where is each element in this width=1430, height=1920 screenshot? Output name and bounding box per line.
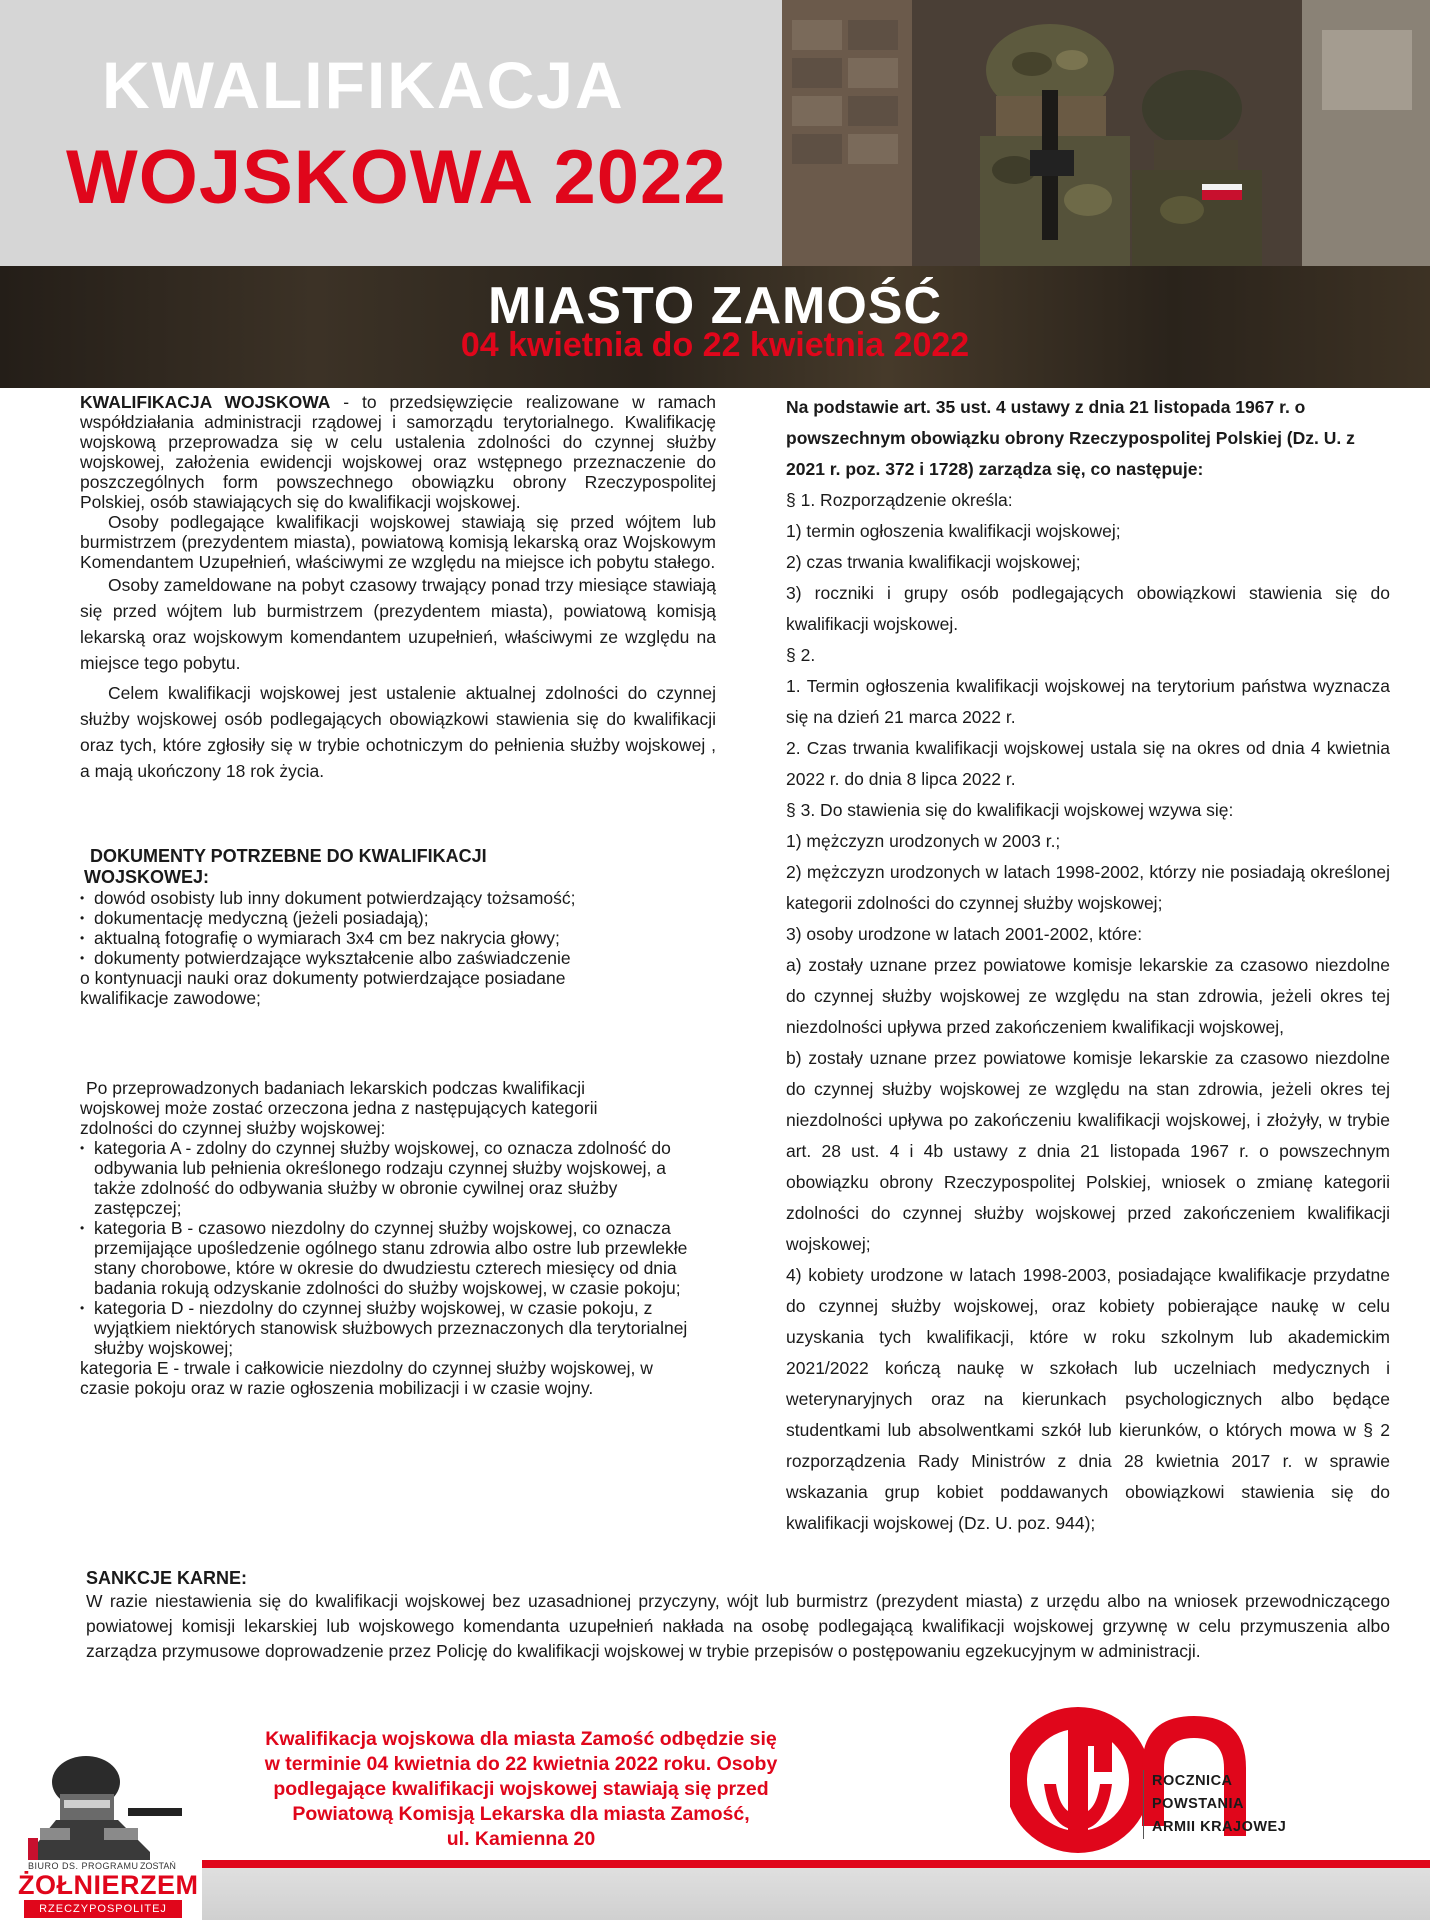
intro-lead: KWALIFIKACJA WOJSKOWA xyxy=(80,392,331,412)
category-b: • kategoria B - czasowo niezdolny do czynnej służby wojskowej, co oznacza przemijające upośledzenie ogólnego stanu zdrowia albo ostre lub przewlekłe stany chorobowe, które w okresie do dwudziestu czterech miesięcy od dnia badania rokują odzyskanie zdolności do służby wojskowej, w czasie pokoju; xyxy=(80,1218,700,1298)
documents-list xyxy=(80,888,716,968)
documents-continuation: o kontynuacji nauki oraz dokumenty potwierdzające posiadane kwalifikacje zawodowe; xyxy=(80,968,566,1008)
intro-paragraph xyxy=(80,392,716,512)
categories-intro: Po przeprowadzonych badaniach lekarskich podczas kwalifikacji wojskowej może zostać orzeczona jedna z następujących kategorii zdolności do czynnej służby wojskowej: xyxy=(80,1078,598,1138)
regulation-para: 3) roczniki i grupy osób podlegających obowiązkowi stawienia się do kwalifikacji wojskowej. xyxy=(786,583,1390,634)
regulation-para: 1. Termin ogłoszenia kwalifikacji wojskowej na terytorium państwa wyznacza się na dzień 21 marca 2022 r. xyxy=(786,676,1390,727)
title-line2: WOJSKOWA 2022 xyxy=(66,135,727,220)
para-temporary-residence: Osoby zameldowane na pobyt czasowy trwający ponad trzy miesiące stawiają się przed wójtem lub burmistrzem (prezydentem miasta), powiatową komisją lekarską oraz wojskowym komendantem uzupełnień, właściwymi ze względu na miejsce tego pobytu. xyxy=(80,575,716,673)
list-item: • dokumenty potwierdzające wykształcenie albo zaświadczenie xyxy=(80,948,716,968)
ak-line: ARMII KRAJOWEJ xyxy=(1152,1819,1287,1835)
list-item: • dokumentację medyczną (jeżeli posiadają); xyxy=(80,908,716,928)
right-column xyxy=(786,392,1390,1539)
regulation-para: § 2. xyxy=(786,645,816,665)
documents-section xyxy=(80,846,716,1008)
footer-notice-line: podlegające kwalifikacji wojskowej stawiają się przed xyxy=(273,1778,769,1800)
regulation-para: 1) mężczyzn urodzonych w 2003 r.; xyxy=(786,831,1061,851)
documents-heading-line1: DOKUMENTY POTRZEBNE DO KWALIFIKACJI xyxy=(90,846,487,866)
sanctions-heading: SANKCJE KARNE: xyxy=(86,1568,248,1588)
regulation-para: 2) mężczyzn urodzonych w latach 1998-2002, którzy nie posiadają określonej kategorii zdolności do czynnej służby wojskowej; xyxy=(786,862,1390,913)
legal-basis: Na podstawie art. 35 ust. 4 ustawy z dnia 21 listopada 1967 r. o powszechnym obowiązku obrony Rzeczypospolitej Polskiej (Dz. U. z 2021 r. poz. 372 i 1728) zarządza się, co następuje: xyxy=(786,397,1355,479)
para-permanent-residence: Osoby podlegające kwalifikacji wojskowej stawiają się przed wójtem lub burmistrzem (prezydentem miasta), powiatową komisją lekarską oraz Wojskowym Komendantem Uzupełnień, właściwymi ze względu na miejsce ich pobytu stałego. xyxy=(80,512,716,572)
para-purpose: Celem kwalifikacji wojskowej jest ustalenie aktualnej zdolności do czynnej służby wojskowej osób podlegających obowiązkowi stawienia się do kwalifikacji oraz tych, które zgłosiły się w trybie ochotniczym do pełnienia służby wojskowej , a mają ukończony 18 rok życia. xyxy=(80,683,716,781)
banner-dates: 04 kwietnia do 22 kwietnia 2022 xyxy=(460,326,970,364)
regulation-para: § 1. Rozporządzenie określa: xyxy=(786,490,1013,510)
intro-rest: - to przedsięwzięcie realizowane w ramach współdziałania administracji rządowej i samorządu terytorialnego. Kwalifikację wojskową przeprowadza się w celu ustalenia zdolności do czynnej służby wojskowej, założenia ewidencji wojskowej oraz wstępnego przeznaczenie do poszczególnych form powszechnego obowiązku obrony Rzeczypospolitej Polskiej, osób stawiających się do kwalifikacji wojskowej. xyxy=(80,392,717,512)
category-e: kategoria E - trwale i całkowicie niezdolny do czynnej służby wojskowej, w czasie pokoju oraz w razie ogłoszenia mobilizacji i w czasie wojny. xyxy=(80,1358,653,1398)
regulation-para: a) zostały uznane przez powiatowe komisje lekarskie za czasowo niezdolne do czynnej służby wojskowej ze względu na stan zdrowia, jeżeli okres tej niezdolności upływa przed zakończeniem kwalifikacji wojskowej, xyxy=(786,955,1390,1037)
left-column xyxy=(80,392,716,1398)
regulation-para: b) zostały uznane przez powiatowe komisje lekarskie za czasowo niezdolne do czynnej służby wojskowej ze względu na stan zdrowia, jeżeli okres tej niezdolności upływa po zakończeniu kwalifikacji wojskowej, i złożyły, w trybie art. 28 ust. 4 i 4b ustawy z dnia 21 listopada 1967 r. o powszechnym obowiązku obrony Rzeczypospolitej Polskiej, wniosek o zmianę kategorii zdolności do czynnej służby wojskowej przed zakończeniem kwalifikacji wojskowej; xyxy=(786,1048,1390,1254)
regulation-para: 4) kobiety urodzone w latach 1998-2003, posiadające kwalifikacje przydatne do czynnej służby wojskowej, oraz kobiety pobierające naukę w celu uzyskania tych kwalifikacji, które w roku szkolnym lub akademickim 2021/2022 kończą naukę w szkołach lub uczelniach medycznych i weterynaryjnych oraz na kierunkach psychologicznych albo będące studentkami lub absolwentkami szkół lub kierunków, o których mowa w § 2 rozporządzenia Rady Ministrów z dnia 28 kwietnia 2017 r. w sprawie wskazania grup kobiet poddawanych obowiązkowi stawienia się do kwalifikacji wojskowej (Dz. U. poz. 944); xyxy=(786,1265,1390,1533)
documents-heading-line2: WOJSKOWEJ: xyxy=(84,867,210,887)
ak-line: ROCZNICA xyxy=(1152,1773,1233,1789)
badge-main-text: ŻOŁNIERZEM xyxy=(18,1870,199,1900)
soldier-photo-illustration xyxy=(782,0,1430,266)
categories-section xyxy=(80,1078,716,1398)
footer-notice-line: w terminie 04 kwietnia do 22 kwietnia 2022 roku. Osoby xyxy=(264,1753,778,1775)
footer-notice-line: Powiatową Komisją Lekarska dla miasta Zamość, xyxy=(292,1803,750,1825)
footer-bar-accent xyxy=(202,1860,1430,1868)
sanctions-text: W razie niestawienia się do kwalifikacji wojskowej bez uzasadnionej przyczyny, wójt lub burmistrz (prezydent miasta) z urzędu albo na wniosek przewodniczącego powiatowej komisji lekarskiej lub wojskowego komendanta uzupełnień nakłada na osobę podlegającą kwalifikacji wojskowej grzywnę w celu przymuszenia albo zarządza przymusowe doprowadzenie przez Policję do kwalifikacji wojskowej w trybie przepisów o postępowaniu egzekucyjnym w administracji. xyxy=(86,1591,1390,1661)
ak-anniversary-text xyxy=(1143,1770,1286,1839)
list-item: • aktualną fotografię o wymiarach 3x4 cm bez nakrycia głowy; xyxy=(80,928,716,948)
categories-list xyxy=(80,1138,700,1358)
footer-notice-line: ul. Kamienna 20 xyxy=(446,1828,596,1850)
footer-bar xyxy=(202,1868,1430,1920)
title-line1: KWALIFIKACJA xyxy=(102,48,625,122)
regulation-para: 2) czas trwania kwalifikacji wojskowej; xyxy=(786,552,1081,572)
regulation-para: 1) termin ogłoszenia kwalifikacji wojskowej; xyxy=(786,521,1121,541)
title-panel xyxy=(0,0,782,266)
sanctions-section xyxy=(86,1568,1390,1664)
badge-caption-office: BIURO DS. PROGRAMU xyxy=(28,1861,139,1871)
category-a: • kategoria A - zdolny do czynnej służby wojskowej, co oznacza zdolność do odbywania lub pełnienia określonego rodzaju czynnej służby wojskowej, a także zdolność do odbywania służby w obronie cywilnej oraz służby zastępczej; xyxy=(80,1138,700,1218)
ak-line: POWSTANIA xyxy=(1152,1796,1245,1812)
list-item: • dowód osobisty lub inny dokument potwierdzający tożsamość; xyxy=(80,888,716,908)
banner-city: MIASTO ZAMOŚĆ xyxy=(487,277,943,335)
regulation-para: 2. Czas trwania kwalifikacji wojskowej ustala się na okres od dnia 4 kwietnia 2022 r. do dnia 8 lipca 2022 r. xyxy=(786,738,1390,789)
footer-notice xyxy=(196,1727,846,1852)
badge-sub-text: RZECZYPOSPOLITEJ xyxy=(24,1900,182,1918)
footer-notice-line: Kwalifikacja wojskowa dla miasta Zamość odbędzie się xyxy=(265,1728,777,1750)
regulation-para: § 3. Do stawienia się do kwalifikacji wojskowej wzywa się: xyxy=(786,800,1234,820)
regulation-para: 3) osoby urodzone w latach 2001-2002, które: xyxy=(786,924,1143,944)
category-d: • kategoria D - niezdolny do czynnej służby wojskowej, w czasie pokoju, z wyjątkiem niektórych stanowisk służbowych przeznaczonych dla terytorialnej służby wojskowej; xyxy=(80,1298,700,1358)
soldier-photo xyxy=(782,0,1430,266)
badge-caption-zostan: ZOSTAŃ xyxy=(140,1861,176,1871)
